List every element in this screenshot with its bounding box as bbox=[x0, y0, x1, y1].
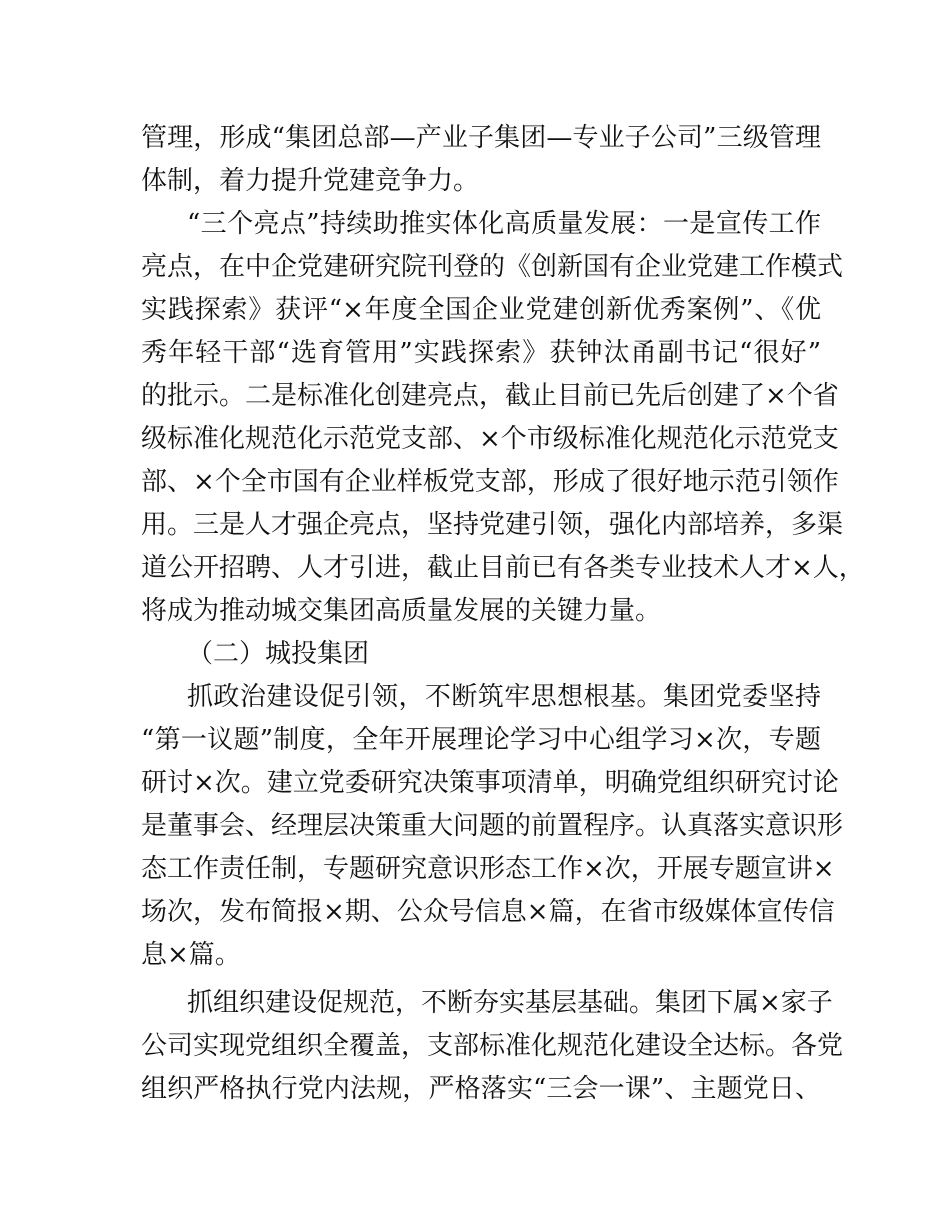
text-line: “第一议题”制度，全年开展理论学习中心组学习×次，专题 bbox=[141, 725, 821, 755]
text-line: 管理，形成“集团总部—产业子集团—专业子公司”三级管理 bbox=[141, 123, 821, 153]
text-line: 体制，着力提升党建竞争力。 bbox=[141, 166, 480, 196]
text-line: 实践探索》获评“×年度全国企业党建创新优秀案例”、《优 bbox=[141, 295, 821, 325]
text-line: 息×篇。 bbox=[141, 940, 241, 970]
text-line: 的批示。二是标准化创建亮点，截止目前已先后创建了×个省 bbox=[141, 381, 839, 411]
text-line: 公司实现党组织全覆盖，支部标准化规范化建设全达标。各党 bbox=[141, 1031, 844, 1061]
text-line: 场次，发布简报×期、公众号信息×篇，在省市级媒体宣传信 bbox=[141, 897, 835, 927]
paragraph-start-line: “三个亮点”持续助推实体化高质量发展：一是宣传工作 bbox=[187, 209, 821, 239]
paragraph-start-line: 抓政治建设促引领，不断筑牢思想根基。集团党委坚持 bbox=[187, 682, 821, 712]
text-line: 将成为推动城交集团高质量发展的关键力量。 bbox=[141, 596, 662, 626]
paragraph-start-line: 抓组织建设促规范，不断夯实基层基础。集团下属×家子 bbox=[187, 988, 833, 1018]
text-line: 态工作责任制，专题研究意识形态工作×次，开展专题宣讲× bbox=[141, 854, 835, 884]
text-line: 级标准化规范化示范党支部、×个市级标准化规范化示范党支 bbox=[141, 424, 839, 454]
text-line: 是董事会、经理层决策重大问题的前置程序。认真落实意识形 bbox=[141, 811, 844, 841]
text-line: 研讨×次。建立党委研究决策事项清单，明确党组织研究讨论 bbox=[141, 768, 839, 798]
text-line: 道公开招聘、人才引进，截止目前已有各类专业技术人才×人， bbox=[141, 553, 865, 583]
text-line: 亮点，在中企党建研究院刊登的《创新国有企业党建工作模式 bbox=[141, 252, 844, 282]
text-line: 部、×个全市国有企业样板党支部，形成了很好地示范引领作 bbox=[141, 467, 839, 497]
text-line: 用。三是人才强企亮点，坚持党建引领，强化内部培养，多渠 bbox=[141, 510, 844, 540]
section-heading: （二）城投集团 bbox=[187, 639, 370, 669]
text-line: 组织严格执行党内法规，严格落实“三会一课”、主题党日、 bbox=[141, 1074, 821, 1104]
text-line: 秀年轻干部“选育管用”实践探索》获钟汰甬副书记“很好” bbox=[141, 338, 821, 368]
